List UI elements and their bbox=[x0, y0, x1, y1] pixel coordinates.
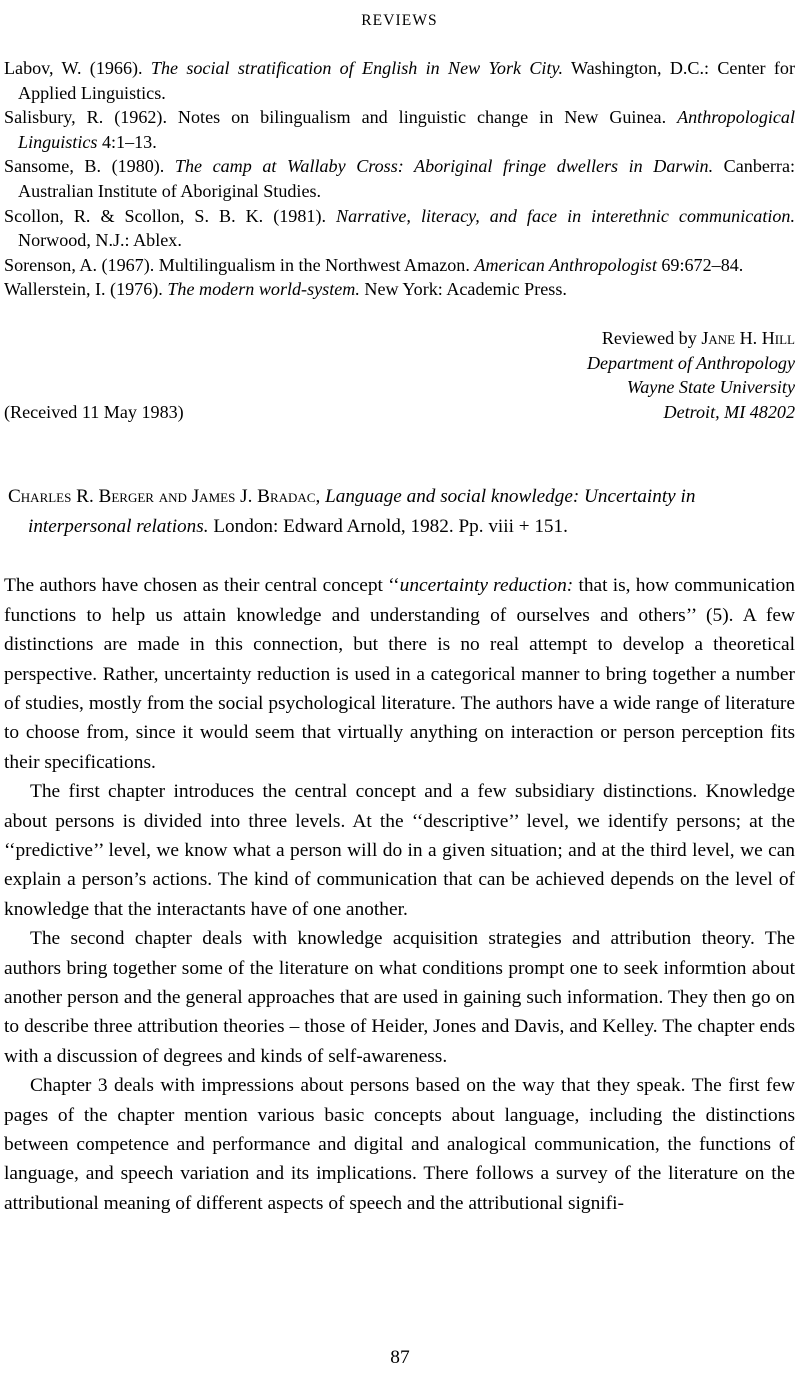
review-body bbox=[4, 571, 795, 1218]
book-imprint: London: Edward Arnold, 1982. Pp. viii + 151. bbox=[208, 515, 568, 537]
italic-run: American Anthropologist bbox=[474, 254, 657, 275]
received-date: (Received 11 May 1983) bbox=[4, 401, 184, 422]
text-run: New York: Academic Press. bbox=[359, 279, 567, 300]
body-paragraph bbox=[4, 1071, 795, 1218]
reference-entry bbox=[4, 105, 795, 154]
text-run: The authors have chosen as their central concept ‘‘ bbox=[4, 575, 400, 597]
reference-entry bbox=[4, 204, 795, 253]
reviewer-department: Department of Anthropology bbox=[586, 352, 795, 373]
italic-run: Anthropological Linguistics bbox=[18, 107, 795, 152]
reference-entry bbox=[4, 277, 795, 302]
text-run: Canberra: Australian Institute of Aboriginal Studies. bbox=[18, 156, 796, 201]
text-run: Washington, D.C.: Center for Applied Linguistics. bbox=[18, 58, 795, 103]
reviewer-name: Jane H. Hill bbox=[701, 327, 795, 348]
journal-page bbox=[0, 8, 800, 1383]
body-paragraph bbox=[4, 571, 795, 777]
text-run: Sorenson, A. (1967). Multilingualism in the Northwest Amazon. bbox=[4, 254, 475, 275]
reference-entry bbox=[4, 253, 795, 278]
book-title: Language and social knowledge: Uncertainty in interpersonal relations. bbox=[28, 486, 696, 537]
running-head: REVIEWS bbox=[361, 12, 438, 29]
italic-run: uncertainty reduction: bbox=[399, 575, 574, 597]
text-run: Salisbury, R. (1962). Notes on bilingualism and linguistic change in New Guinea. bbox=[4, 107, 678, 128]
book-authors: Charles R. Berger and James J. Bradac bbox=[8, 486, 316, 508]
text-run: Labov, W. (1966). bbox=[4, 58, 151, 78]
page-number: 87 bbox=[390, 1347, 410, 1368]
text-run: Sansome, B. (1980). bbox=[4, 156, 175, 177]
reference-list bbox=[4, 56, 795, 302]
book-heading-first-line bbox=[8, 486, 325, 507]
text-run: that is, how communication functions to help us attain knowledge and understanding of ourselves and others’’ (5). A few distinctions are made in this connection, but there is no real attempt to develop a theoretical perspective. Rather, uncertainty reduction is used in a categorical manner to bring together a number of studies, mostly from the social psychological literature. The authors have a wide range of literature to choose from, since it would seem that virtually anything on interaction or person perception fits their specifications. bbox=[4, 575, 795, 773]
text-run: Wallerstein, I. (1976). bbox=[4, 279, 168, 300]
reference-entry bbox=[4, 56, 795, 105]
body-paragraph bbox=[4, 924, 795, 1071]
text-run: Norwood, N.J.: Ablex. bbox=[18, 230, 182, 251]
italic-run: The camp at Wallaby Cross: Aboriginal fringe dwellers in Darwin. bbox=[174, 156, 714, 177]
reviewer-institution: Wayne State University bbox=[626, 377, 795, 398]
text-run: 4:1–13. bbox=[97, 131, 157, 152]
text-run: 69:672–84. bbox=[656, 254, 744, 275]
italic-run: The social stratification of English in New York City. bbox=[150, 58, 564, 78]
body-paragraph bbox=[4, 777, 795, 924]
reviewer-signature-block bbox=[4, 326, 795, 424]
reviewed-by-label: Reviewed by bbox=[601, 327, 702, 348]
text-run: The first chapter introduces the central concept and a few subsidiary distinctions. Knowledge about persons is divided into three levels. At the ‘‘descriptive’’ level, we identify persons; at the ‘‘predictive’’ level, we know what a person will do in a given situation; and at the third level, we can explain a person’s actions. The kind of communication that can be achieved depends on the level of knowledge that the interactants have of one another. bbox=[4, 781, 795, 920]
book-review-heading bbox=[4, 482, 795, 541]
reviewed-by-line bbox=[4, 326, 795, 351]
book-heading-separator: , bbox=[315, 486, 326, 508]
text-run: The second chapter deals with knowledge acquisition strategies and attribution theory. The authors bring together some of the literature on what conditions prompt one to seek informtion about another person and the general approaches that are used in gaining such information. They then go on to describe three attribution theories – those of Heider, Jones and Davis, and Kelley. The chapter ends with a discussion of degrees and kinds of self-awareness. bbox=[4, 928, 795, 1067]
reference-entry bbox=[4, 154, 795, 203]
reviewer-address: Detroit, MI 48202 bbox=[663, 401, 795, 422]
italic-run: Narrative, literacy, and face in interethnic communication. bbox=[336, 205, 795, 226]
italic-run: The modern world-system. bbox=[167, 279, 360, 300]
text-run: Chapter 3 deals with impressions about persons based on the way that they speak. The first few pages of the chapter mention various basic concepts about language, including the distinctions between competence and performance and digital and analogical communication, the functions of language, and speech variation and its implications. There follows a survey of the literature on the attributional meaning of different aspects of speech and the attributional signifi- bbox=[4, 1075, 795, 1214]
text-run: Scollon, R. & Scollon, S. B. K. (1981). bbox=[4, 205, 337, 226]
